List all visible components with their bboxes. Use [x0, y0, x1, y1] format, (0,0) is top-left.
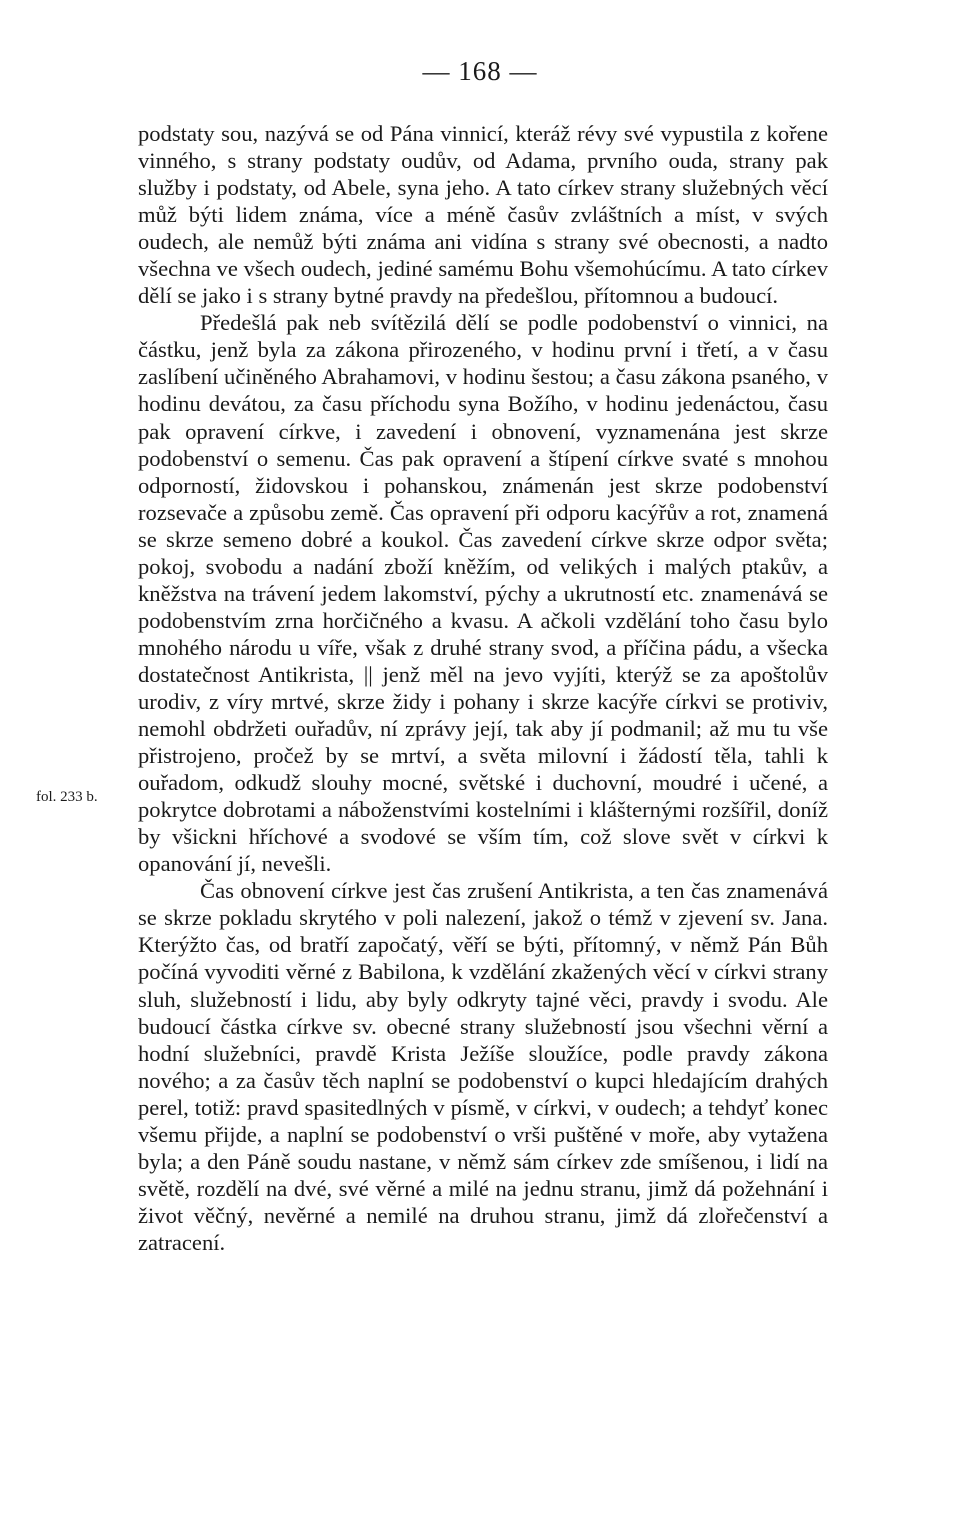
- paragraph-1: podstaty sou, nazývá se od Pána vinnicí, kteráž révy své vypustila z kořene vinného, s strany podstaty oudův, od Adama, prvního ouda, strany pak služby i podstaty, od Abele, syna jeho. A tato církev strany služebných věcí můž býti lidem známa, více a méně časův zvláštních a míst, v svých oudech, ale nemůž býti známa ani vidína s strany své obecnosti, a nadto všechna ve všech oudech, jediné samému Bohu všemohúcímu. A tato církev dělí se jako i s strany bytné pravdy na předešlou, přítomnou a budoucí.: [138, 121, 828, 309]
- paragraph-3: Čas obnovení církve jest čas zrušení Antikrista, a ten čas znamenává se skrze pokladu skrytého v poli nalezení, jakož o témž v zjevení sv. Jana. Kterýžto čas, od bratří započatý, věří se býti, přítomný, v němž Pán Bůh počíná vyvoditi věrné z Babilona, k vzdělání zkažených věcí v církvi strany sluh, služebností i lidu, aby byly odkryty tajné věci, pravdy i svodu. Ale budoucí částka církve sv. obecné strany služebností jsou všechni věrní a hodní služebníci, pravdě Krista Ježíše sloužíce, podle pravdy zákona nového; a za časův těch naplní se podobenství o kupci hledajícím drahých perel, totiž: pravd spasitedlných v písmě, v církvi, v oudech; a tehdyť konec všemu přijde, a naplní se podobenství o vrši puštěné v moře, aby vytažena byla; a den Páně soudu nastane, v němž sám církev zde smíšenou, i lidí na světě, rozdělí na dvé, své věrné a milé na jednu stranu, jimž dá požehnání i život věčný, nevěrné a nemilé na druhou stranu, jimž dá zlořečenství a zatracení.: [138, 878, 828, 1255]
- body-text: [138, 120, 828, 1256]
- page-number: — 168 —: [422, 56, 538, 86]
- margin-folio-note: fol. 233 b.: [36, 789, 98, 805]
- paragraph-2: Předešlá pak neb svítězilá dělí se podle podobenství o vinnici, na částku, jenž byla za zákona přirozeného, v hodinu první i třetí, a v času zaslíbení učiněného Abrahamovi, v hodinu šestou; a času zákona psaného, v hodinu devátou, za času příchodu syna Božího, v hodinu jedenáctou, času pak opravení církve, i zavedení i obnovení, vyznamenána jest skrze podobenství o semenu. Čas pak opravení a štípení církve svaté s mnohou odporností, židovskou i pohanskou, známenán jest skrze podobenství rozsevače a způsobu země. Čas opravení při odporu kacýřův a rot, znamená se skrze semeno dobré a koukol. Čas zavedení církve skrze odpor světa; pokoj, svobodu a nadání zboží kněžím, od velikých i malých ptakův, a kněžstva na trávení jedem lakomství, pýchy a ukrutností etc. znamenává se podobenstvím zrna horčičného a kvasu. A ačkoli vzdělání toho času bylo mnohého národu u víře, však z druhé strany svod, a příčina pádu, a všecka dostatečnost Antikrista, || jenž měl na jevo vyjíti, kterýž se za apoštolův urodiv, z víry mrtvé, skrze židy i pohany i skrze kacýře církvi se protiviv, nemohl obdržeti ouřadův, ní zprávy její, tak aby jí podmanil; až mu tu vše přistrojeno, pročež by se mrtví, a světa milovní i žádostí těla, tahli k ouřadom, odkudž slouhy mocné, světské i duchovní, moudré i učené, a pokrytce dobrotami a náboženstvími kostelními i klášternými rozšířil, doníž by všickni hříchové a svodové se vším tím, což slove svět v církvi k opanování jí, nevešli.: [138, 310, 828, 877]
